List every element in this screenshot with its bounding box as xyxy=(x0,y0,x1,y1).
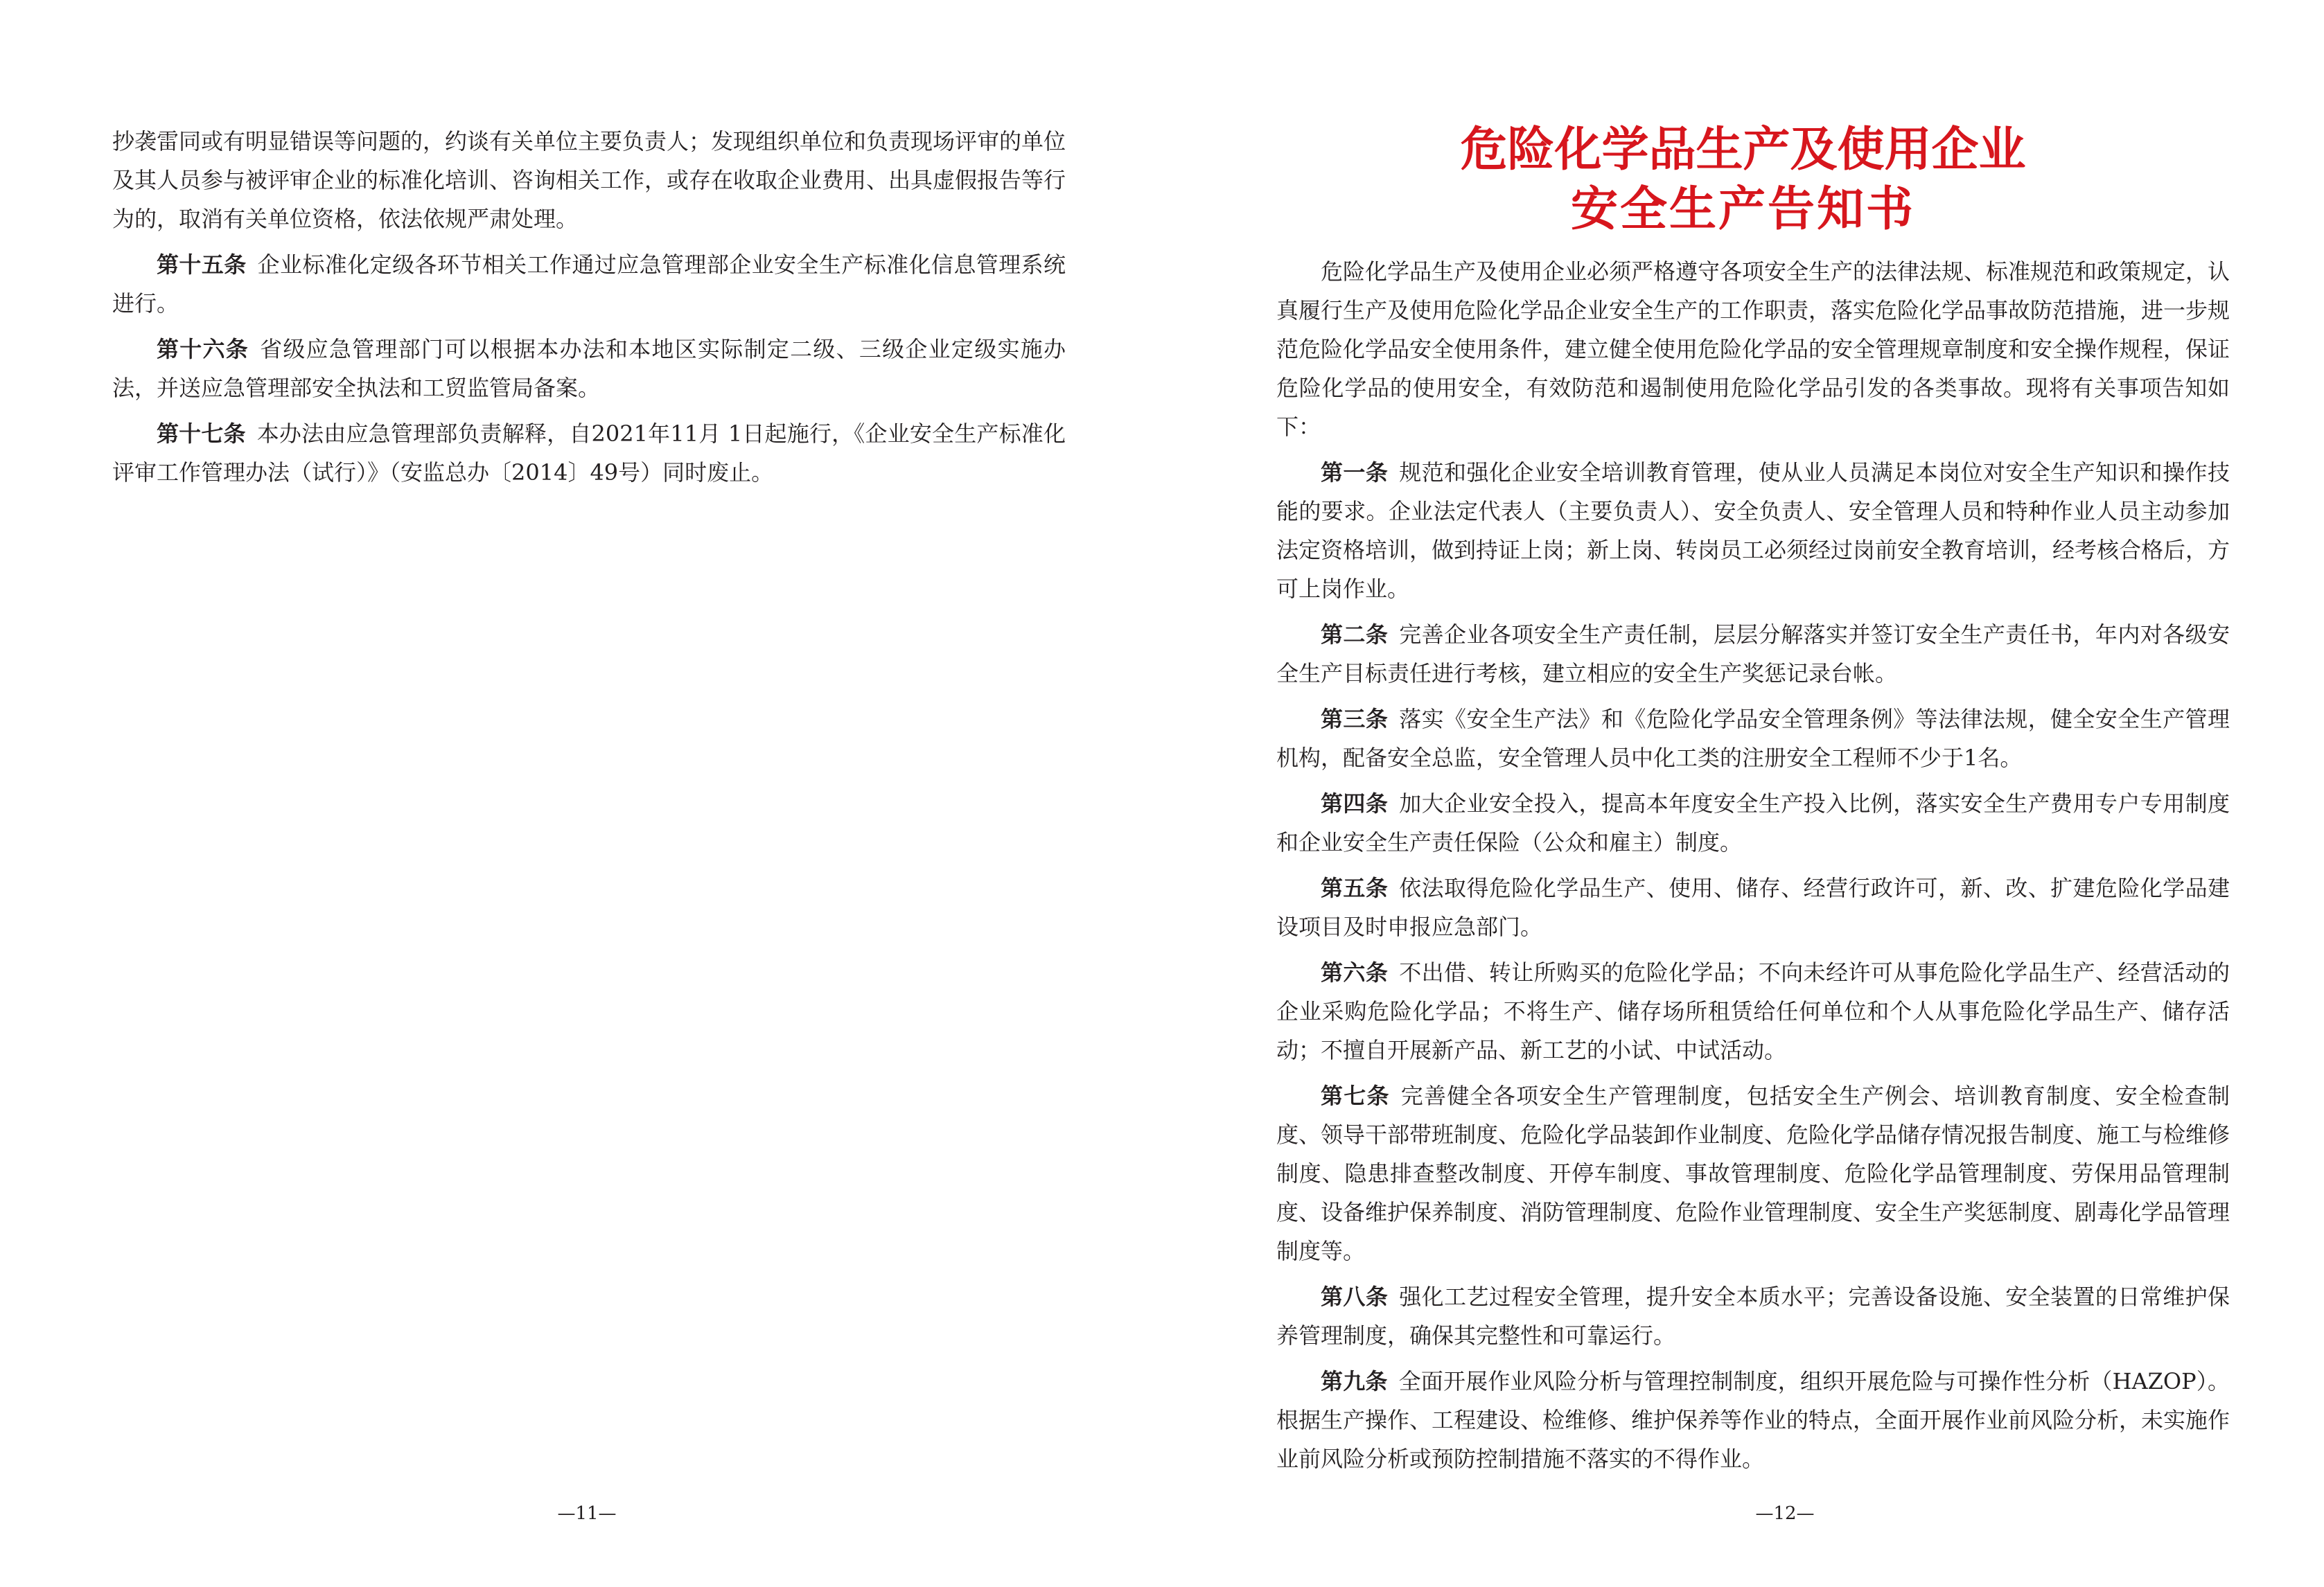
article-3 xyxy=(1276,700,2230,777)
article-2 xyxy=(1276,615,2230,693)
article-label: 第七条 xyxy=(1321,1083,1390,1109)
article-text: 规范和强化企业安全培训教育管理，使从业人员满足本岗位对安全生产知识和操作技能的要求。企业法定代表人（主要负责人）、安全负责人、安全管理人员和特种作业人员主动参加法定资格培训，做到持证上岗；新上岗、转岗员工必须经过岗前安全教育培训，经考核合格后，方可上岗作业。 xyxy=(1276,459,2230,602)
page-number-right: —12— xyxy=(1755,1503,1815,1524)
article-15 xyxy=(112,245,1066,323)
article-text: 依法取得危险化学品生产、使用、储存、经营行政许可，新、改、扩建危险化学品建设项目及时申报应急部门。 xyxy=(1276,875,2230,940)
article-7 xyxy=(1276,1076,2230,1270)
article-5 xyxy=(1276,869,2230,946)
page-number-left: —11— xyxy=(557,1503,617,1524)
right-text-column xyxy=(1276,252,2230,1485)
article-text: 全面开展作业风险分析与管理控制制度，组织开展危险与可操作性分析（HAZOP）。根据生产操作、工程建设、检维修、维护保养等作业的特点，全面开展作业前风险分析，未实施作业前风险分析或预防控制措施不落实的不得作业。 xyxy=(1276,1368,2230,1472)
article-label: 第一条 xyxy=(1321,459,1389,486)
article-17 xyxy=(112,414,1066,492)
article-label: 第九条 xyxy=(1321,1368,1388,1394)
article-text: 企业标准化定级各环节相关工作通过应急管理部企业安全生产标准化信息管理系统进行。 xyxy=(112,251,1066,317)
right-page xyxy=(1162,0,2324,1587)
document-title-line-1: 危险化学品生产及使用企业 xyxy=(1460,122,2026,177)
left-text-column xyxy=(112,122,1066,499)
article-16 xyxy=(112,330,1066,407)
intro-paragraph: 危险化学品生产及使用企业必须严格遵守各项安全生产的法律法规、标准规范和政策规定，认真履行生产及使用危险化学品企业安全生产的工作职责，落实危险化学品事故防范措施，进一步规范危险化学品安全使用条件，建立健全使用危险化学品的安全管理规章制度和安全操作规程，保证危险化学品的使用安全，有效防范和遏制使用危险化学品引发的各类事故。现将有关事项告知如下： xyxy=(1276,258,2230,440)
article-text: 落实《安全生产法》和《危险化学品安全管理条例》等法律法规，健全安全生产管理机构，配备安全总监，安全管理人员中化工类的注册安全工程师不少于1名。 xyxy=(1276,706,2230,771)
article-text: 加大企业安全投入，提高本年度安全生产投入比例，落实安全生产费用专户专用制度和企业安全生产责任保险（公众和雇主）制度。 xyxy=(1276,790,2230,855)
article-label: 第三条 xyxy=(1321,706,1389,732)
left-paragraph-continuation xyxy=(112,122,1066,238)
article-text: 强化工艺过程安全管理，提升安全本质水平；完善设备设施、安全装置的日常维护保养管理制度，确保其完整性和可靠运行。 xyxy=(1276,1284,2230,1349)
article-8 xyxy=(1276,1277,2230,1355)
paragraph-text: 抄袭雷同或有明显错误等问题的，约谈有关单位主要负责人；发现组织单位和负责现场评审的单位及其人员参与被评审企业的标准化培训、咨询相关工作，或存在收取企业费用、出具虚假报告等行为的，取消有关单位资格，依法依规严肃处理。 xyxy=(112,128,1066,232)
article-label: 第六条 xyxy=(1321,959,1389,986)
article-label: 第二条 xyxy=(1321,621,1389,648)
document-title-line-2: 安全生产告知书 xyxy=(1570,181,1915,237)
article-label: 第十五条 xyxy=(157,251,247,278)
article-text: 省级应急管理部门可以根据本办法和本地区实际制定二级、三级企业定级实施办法，并送应急管理部安全执法和工贸监管局备案。 xyxy=(112,336,1066,401)
article-label: 第十七条 xyxy=(157,420,246,447)
article-text: 完善健全各项安全生产管理制度，包括安全生产例会、培训教育制度、安全检查制度、领导干部带班制度、危险化学品装卸作业制度、危险化学品储存情况报告制度、施工与检维修制度、隐患排查整改制度、开停车制度、事故管理制度、危险化学品管理制度、劳保用品管理制度、设备维护保养制度、消防管理制度、危险作业管理制度、安全生产奖惩制度、剧毒化学品管理制度等。 xyxy=(1276,1083,2230,1264)
article-6 xyxy=(1276,953,2230,1070)
article-1 xyxy=(1276,453,2230,608)
article-label: 第五条 xyxy=(1321,875,1389,901)
article-label: 第十六条 xyxy=(157,336,249,362)
article-4 xyxy=(1276,784,2230,862)
article-text: 本办法由应急管理部负责解释，自2021年11月 1日起施行，《企业安全生产标准化评审工作管理办法（试行）》（安监总办〔2014〕49号）同时废止。 xyxy=(112,420,1066,486)
article-text: 不出借、转让所购买的危险化学品；不向未经许可从事危险化学品生产、经营活动的企业采购危险化学品；不将生产、储存场所租赁给任何单位和个人从事危险化学品生产、储存活动；不擅自开展新产品、新工艺的小试、中试活动。 xyxy=(1276,959,2230,1063)
article-9 xyxy=(1276,1362,2230,1478)
article-text: 完善企业各项安全生产责任制，层层分解落实并签订安全生产责任书，年内对各级安全生产目标责任进行考核，建立相应的安全生产奖惩记录台帐。 xyxy=(1276,621,2230,686)
article-label: 第四条 xyxy=(1321,790,1389,817)
article-label: 第八条 xyxy=(1321,1284,1389,1310)
